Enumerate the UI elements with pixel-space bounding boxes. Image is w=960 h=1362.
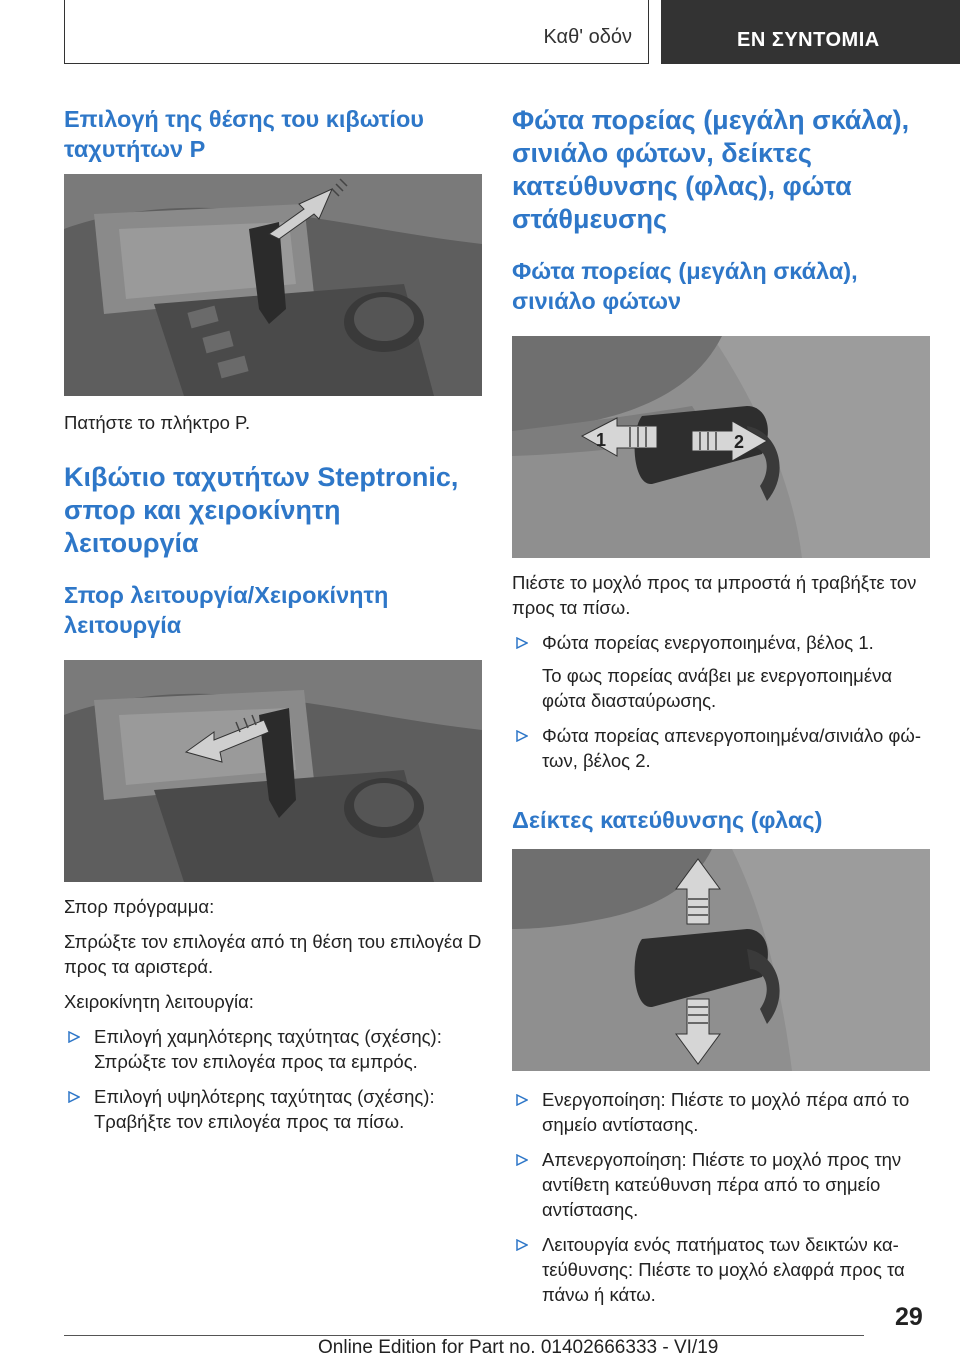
header-tab-label: Καθ' οδόν — [543, 26, 632, 48]
list-item-text: Ενεργοποίηση: Πιέστε το μοχλό πέρα από το σημείο αντίστασης. — [542, 1089, 910, 1135]
text-press-lever: Πιέστε το μοχλό προς τα μπροστά ή τραβήξτε τον προς τα πίσω. — [512, 572, 917, 618]
list-item — [64, 1084, 482, 1134]
turn-signal-list — [512, 1087, 930, 1307]
text-high-beam-note: Το φως πορείας ανάβει με ενεργοποιημένα φώτα διασταύρωσης. — [542, 665, 893, 711]
triangle-bullet-icon — [516, 1154, 528, 1166]
heading-select-park: Επιλογή της θέσης του κιβωτίου ταχυτήτων P — [64, 106, 424, 162]
manual-gear-list — [64, 1024, 482, 1134]
heading-steptronic: Κιβώτιο ταχυτήτων Steptronic, σπορ και χειροκίνητη λειτουργία — [64, 462, 459, 558]
header-tab-in-brief[interactable] — [661, 0, 960, 64]
text-sport-instruction: Σπρώξτε τον επιλογέα από τη θέση του επιλογέα D προς τα αριστερά. — [64, 931, 482, 977]
list-item-text: Επιλογή χαμηλότερης ταχύτητας (σχέσης): Σπρώξτε τον επιλογέα προς τα εμπρός. — [94, 1026, 442, 1072]
high-beam-list — [512, 630, 930, 655]
triangle-bullet-icon — [68, 1031, 80, 1043]
heading-turn-signals: Δείκτες κατεύθυνσης (φλας) — [512, 807, 823, 833]
photo-light-lever — [512, 336, 930, 558]
list-item — [64, 1024, 482, 1074]
page-number: 29 — [895, 1303, 923, 1331]
footer-divider — [64, 1335, 864, 1336]
triangle-bullet-icon — [68, 1091, 80, 1103]
triangle-bullet-icon — [516, 1094, 528, 1106]
list-item-text: Απενεργοποίηση: Πιέστε το μοχλό προς την αντίθετη κατεύθυνση πέρα από το σημείο αντίστασης. — [542, 1149, 902, 1220]
right-column — [512, 104, 930, 1307]
flash-list — [512, 723, 930, 773]
photo-gear-selector-park — [64, 174, 482, 396]
triangle-bullet-icon — [516, 637, 528, 649]
list-item — [512, 723, 930, 773]
list-item — [512, 630, 930, 655]
triangle-bullet-icon — [516, 730, 528, 742]
footer-edition: Online Edition for Part no. 01402666333 - VI/19 — [318, 1337, 719, 1358]
arrow-label-2: 2 — [734, 432, 745, 452]
left-column — [64, 104, 482, 1134]
heading-sport-manual: Σπορ λειτουργία/Χειροκίνητη λειτουργία — [64, 582, 389, 638]
list-item — [512, 1147, 930, 1222]
list-item-text: Φώτα πορείας απενεργοποιημένα/σινιάλο φώτων, βέλος 2. — [542, 725, 922, 771]
heading-high-beam: Φώτα πορείας (μεγάλη σκάλα), σινιάλο φώτων — [512, 258, 858, 314]
list-item-text: Επιλογή υψηλότερης ταχύτητας (σχέσης): Τραβήξτε τον επιλογέα προς τα πίσω. — [94, 1086, 435, 1132]
arrow-label-1: 1 — [596, 430, 607, 450]
list-item — [512, 1087, 930, 1137]
list-item-text: Φώτα πορείας ενεργοποιημένα, βέλος 1. — [542, 632, 874, 653]
photo-gear-selector-sport — [64, 660, 482, 882]
text-press-p: Πατήστε το πλήκτρο P. — [64, 412, 251, 433]
photo-turn-signal-lever — [512, 849, 930, 1071]
list-item — [512, 1232, 930, 1307]
heading-lights: Φώτα πορείας (μεγάλη σκάλα), σινιάλο φώτων, δείκτες κατεύθυνσης (φλας), φώτα στάθμευσης — [512, 105, 910, 234]
text-manual-label: Χειροκίνητη λειτουργία: — [64, 991, 254, 1012]
header-tab-label: ΕΝ ΣΥΝΤΟΜΙΑ — [737, 29, 880, 51]
triangle-bullet-icon — [516, 1239, 528, 1251]
text-sport-label: Σπορ πρόγραμμα: — [64, 896, 215, 917]
header-tab-on-the-road[interactable] — [64, 0, 649, 64]
list-item-text: Λειτουργία ενός πατήματος των δεικτών κατεύθυνσης: Πιέστε το μοχλό ελαφρά προς τα πάνω ή κάτω. — [542, 1234, 905, 1305]
